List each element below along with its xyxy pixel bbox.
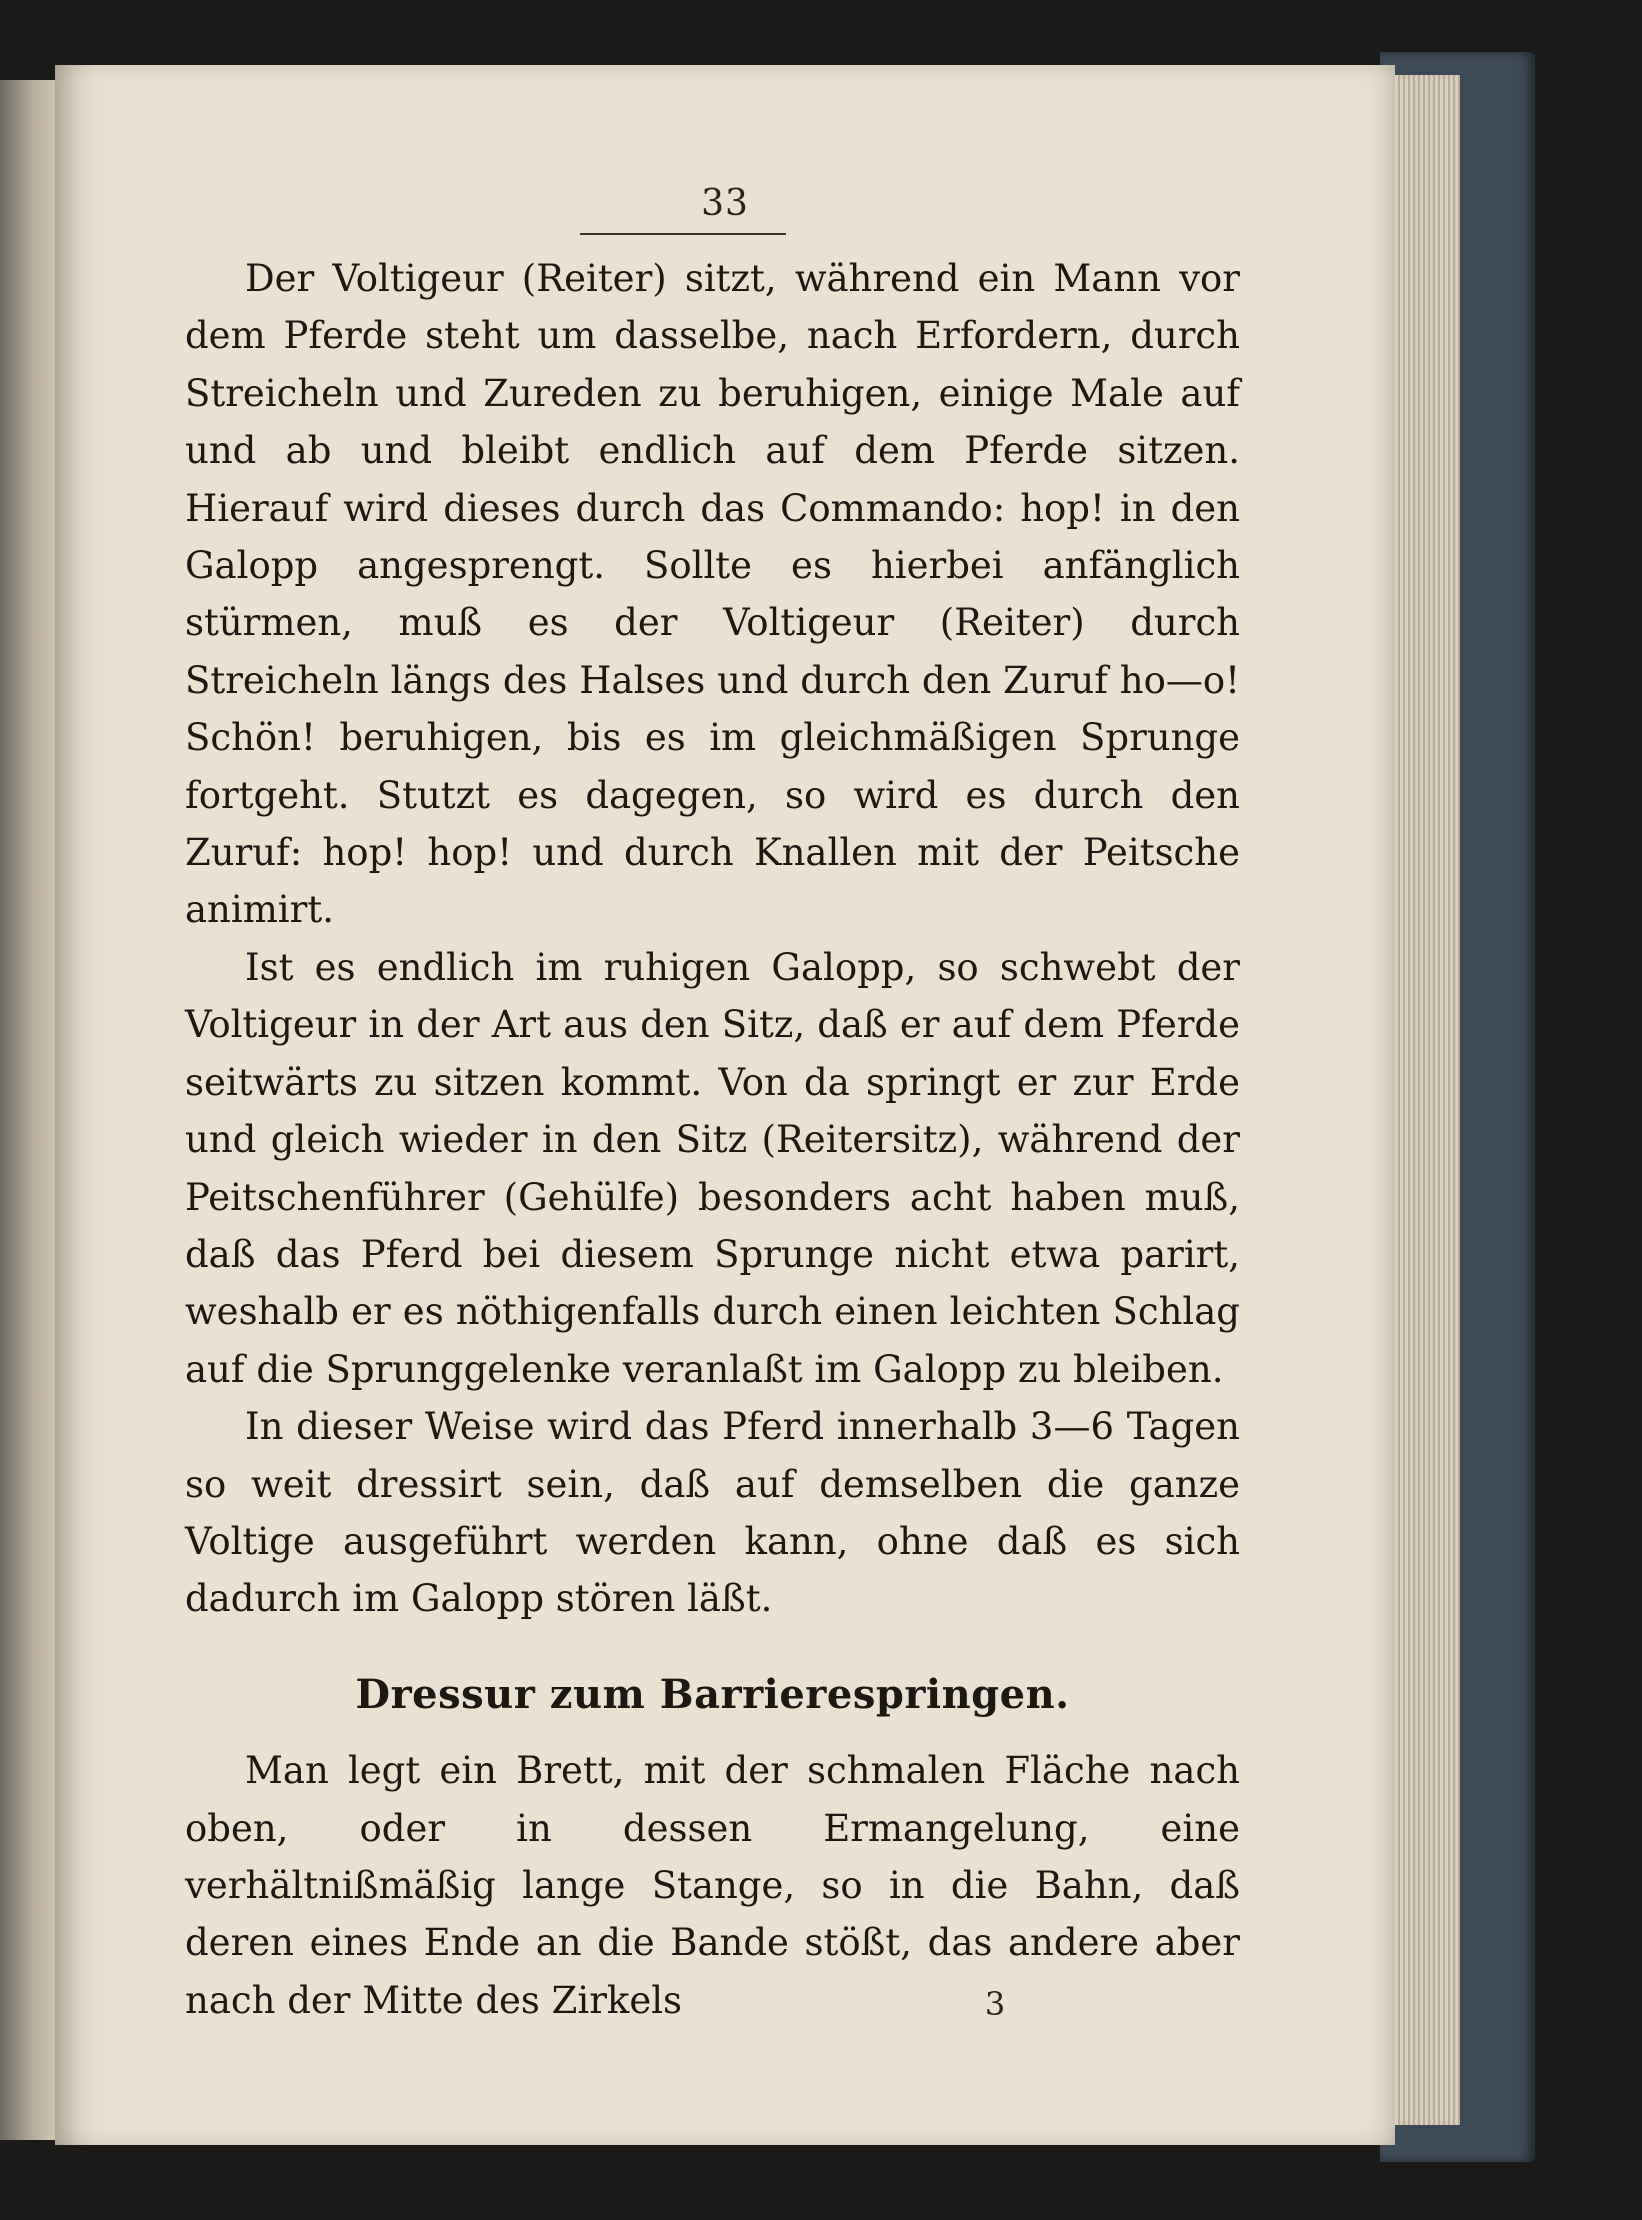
- facing-page-edge: [0, 80, 60, 2140]
- paragraph: Man legt ein Brett, mit der schmalen Fläche nach oben, oder in dessen Ermangelung, eine verhältnißmäßig lange Stange, so in die Bahn, daß deren eines Ende an die Bande stößt, das andere aber nach der Mitte des Zirkels: [185, 1749, 1240, 2022]
- page-body: [185, 250, 1240, 2029]
- signature-mark: [55, 1985, 1395, 2023]
- section-heading: Dressur zum Barrierespringen.: [355, 1670, 1070, 1718]
- book-page: [55, 65, 1395, 2145]
- page-number: 33: [701, 183, 749, 224]
- header-rule: [580, 233, 786, 235]
- paragraph: Der Voltigeur (Reiter) sitzt, während ein Mann vor dem Pferde steht um dasselbe, nach Erfordern, durch Streicheln und Zureden zu beruhigen, einige Male auf und ab und bleibt endlich auf dem Pferde sitzen. Hierauf wird dieses durch das Commando: hop! in den Galopp angesprengt. Sollte es hierbei anfänglich stürmen, muß es der Voltigeur (Reiter) durch Streicheln längs des Halses und durch den Zuruf ho—o! Schön! beruhigen, bis es im gleichmäßigen Sprunge fortgeht. Stutzt es dagegen, so wird es durch den Zuruf: hop! hop! und durch Knallen mit der Peitsche animirt.: [185, 257, 1240, 932]
- paragraph: In dieser Weise wird das Pferd innerhalb 3—6 Tagen so weit dressirt sein, daß auf demselben die ganze Voltige ausgeführt werden kann, ohne daß es sich dadurch im Galopp stören läßt.: [185, 1405, 1240, 1621]
- signature-number: 3: [984, 1985, 1006, 2023]
- paragraph: Ist es endlich im ruhigen Galopp, so schwebt der Voltigeur in der Art aus den Sitz, daß er auf dem Pferde seitwärts zu sitzen kommt. Von da springt er zur Erde und gleich wieder in den Sitz (Reitersitz), während der Peitschenführer (Gehülfe) besonders acht haben muß, daß das Pferd bei diesem Sprunge nicht etwa parirt, weshalb er es nöthigenfalls durch einen leichten Schlag auf die Sprunggelenke veranlaßt im Galopp zu bleiben.: [185, 945, 1240, 1391]
